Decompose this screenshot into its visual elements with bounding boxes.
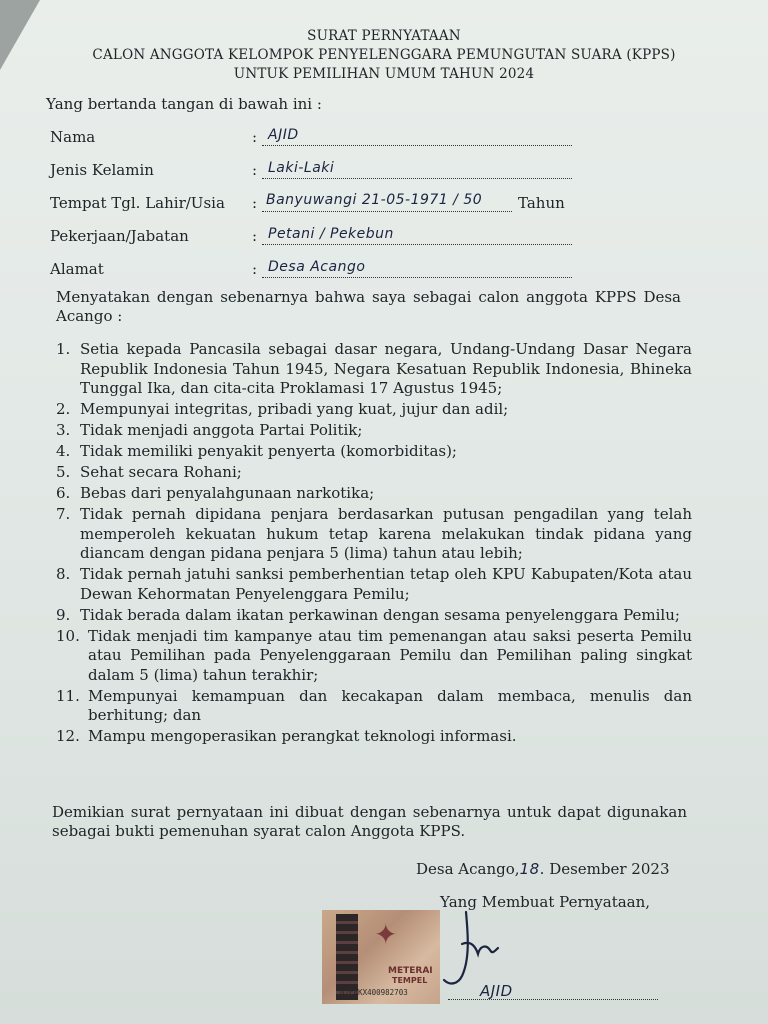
list-item-text: Mempunyai kemampuan dan kecakapan dalam membaca, menulis dan berhitung; dan bbox=[88, 686, 692, 724]
list-item bbox=[56, 421, 692, 441]
field-line bbox=[262, 275, 572, 278]
garuda-emblem-icon: ✦ bbox=[374, 918, 398, 951]
field-suffix-tahun: Tahun bbox=[518, 194, 565, 212]
list-item-text: Mampu mengoperasikan perangkat teknologi informasi. bbox=[88, 727, 517, 745]
meterai-stamp bbox=[322, 910, 440, 1004]
list-item bbox=[56, 627, 692, 686]
list-item-number: 6. bbox=[56, 484, 71, 502]
field-value-alamat: Desa Acango bbox=[268, 259, 366, 275]
closing-text: Demikian surat pernyataan ini dibuat dengan sebenarnya untuk dapat digunakan sebagai bukti pemenuhan syarat calon Anggota KPPS. bbox=[52, 803, 687, 840]
signature-icon bbox=[432, 904, 502, 994]
field-value-nama: AJID bbox=[268, 127, 299, 143]
list-item bbox=[56, 687, 692, 726]
list-item-number: 7. bbox=[56, 505, 71, 523]
list-item-text: Tidak memiliki penyakit penyerta (komorbiditas); bbox=[80, 442, 457, 460]
field-label-jenis-kelamin: Jenis Kelamin bbox=[50, 161, 154, 179]
field-value-pekerjaan: Petani / Pekebun bbox=[268, 226, 394, 242]
stamp-label-2: TEMPEL bbox=[392, 976, 428, 985]
list-item-number: 8. bbox=[56, 565, 71, 583]
place-date-rest: . Desember 2023 bbox=[539, 860, 670, 878]
list-item bbox=[56, 727, 692, 747]
list-item-text: Tidak pernah jatuhi sanksi pemberhentian tetap oleh KPU Kabupaten/Kota atau Dewan Kehormatan Penyelenggara Pemilu; bbox=[80, 565, 692, 603]
field-label-tempat-tgl-lahir: Tempat Tgl. Lahir/Usia bbox=[50, 194, 225, 212]
list-item-text: Mempunyai integritas, pribadi yang kuat, jujur dan adil; bbox=[80, 400, 509, 418]
list-item-number: 11. bbox=[56, 686, 80, 705]
field-colon: : bbox=[252, 128, 258, 146]
list-item bbox=[56, 565, 692, 604]
list-item-text: Sehat secara Rohani; bbox=[80, 463, 242, 481]
place-date bbox=[416, 860, 670, 878]
field-line bbox=[262, 242, 572, 245]
place-date-day: 18 bbox=[519, 860, 540, 878]
signer-name: AJID bbox=[480, 982, 513, 1000]
list-item bbox=[56, 484, 692, 504]
list-item bbox=[56, 606, 692, 626]
field-value-jenis-kelamin: Laki-Laki bbox=[268, 160, 335, 176]
list-item-number: 10. bbox=[56, 626, 80, 645]
field-value-tempat-tgl-lahir: Banyuwangi 21-05-1971 / 50 bbox=[266, 192, 483, 208]
field-label-alamat: Alamat bbox=[50, 260, 104, 278]
list-item-number: 5. bbox=[56, 463, 71, 481]
intro-text: Yang bertanda tangan di bawah ini : bbox=[46, 95, 322, 113]
list-item-number: 4. bbox=[56, 442, 71, 460]
declaration-text: Menyatakan dengan sebenarnya bahwa saya sebagai calon anggota KPPS Desa Acango : bbox=[56, 288, 681, 325]
signer-title: Yang Membuat Pernyataan, bbox=[440, 893, 651, 911]
list-item-text: Tidak pernah dipidana penjara berdasarkan putusan pengadilan yang telah memperoleh kekuatan hukum tetap karena melakukan tindak pidana yang diancam dengan pidana penjara 5 (lima) tahun atau lebih; bbox=[80, 505, 692, 562]
list-item-number: 9. bbox=[56, 605, 71, 624]
list-item-text: Tidak menjadi tim kampanye atau tim pemenangan atau saksi peserta Pemilu atau Pemilihan pada Penyelenggaraan Pemilu dan Pemilihan paling singkat dalam 5 (lima) tahun terakhir; bbox=[88, 626, 692, 684]
field-colon: : bbox=[252, 227, 258, 245]
document-subtitle: CALON ANGGOTA KELOMPOK PENYELENGGARA PEMUNGUTAN SUARA (KPPS) bbox=[92, 47, 676, 63]
list-item-number: 12. bbox=[56, 727, 80, 745]
field-line bbox=[262, 143, 572, 146]
list-item-text: Tidak menjadi anggota Partai Politik; bbox=[80, 421, 363, 439]
field-label-pekerjaan: Pekerjaan/Jabatan bbox=[50, 227, 189, 245]
list-item bbox=[56, 442, 692, 462]
field-colon: : bbox=[252, 194, 258, 212]
list-item-number: 3. bbox=[56, 421, 71, 439]
field-line bbox=[262, 176, 572, 179]
field-colon: : bbox=[252, 161, 258, 179]
list-item-number: 2. bbox=[56, 400, 71, 418]
list-item bbox=[56, 505, 692, 564]
document-subtitle-year: UNTUK PEMILIHAN UMUM TAHUN 2024 bbox=[233, 66, 535, 82]
stamp-serial: 01EAKX400982703 bbox=[340, 988, 408, 997]
list-item-text: Setia kepada Pancasila sebagai dasar negara, Undang-Undang Dasar Negara Republik Indonesia Tahun 1945, Negara Kesatuan Republik Indonesia, Bhineka Tunggal Ika, dan cita-cita Proklamasi 17 Agustus 1945; bbox=[80, 340, 692, 397]
field-colon: : bbox=[252, 260, 258, 278]
field-line bbox=[262, 209, 512, 212]
list-item bbox=[56, 340, 692, 399]
list-item bbox=[56, 400, 692, 420]
list-item bbox=[56, 463, 692, 483]
list-item-text: Bebas dari penyalahgunaan narkotika; bbox=[80, 484, 375, 502]
document-title: SURAT PERNYATAAN bbox=[307, 28, 461, 44]
stamp-label: METERAI bbox=[388, 966, 433, 976]
requirements-list bbox=[56, 340, 692, 748]
field-label-nama: Nama bbox=[50, 128, 96, 146]
list-item-text: Tidak berada dalam ikatan perkawinan dengan sesama penyelenggara Pemilu; bbox=[80, 605, 680, 624]
place-date-prefix: Desa Acango, bbox=[416, 860, 520, 878]
list-item-number: 1. bbox=[56, 340, 71, 358]
